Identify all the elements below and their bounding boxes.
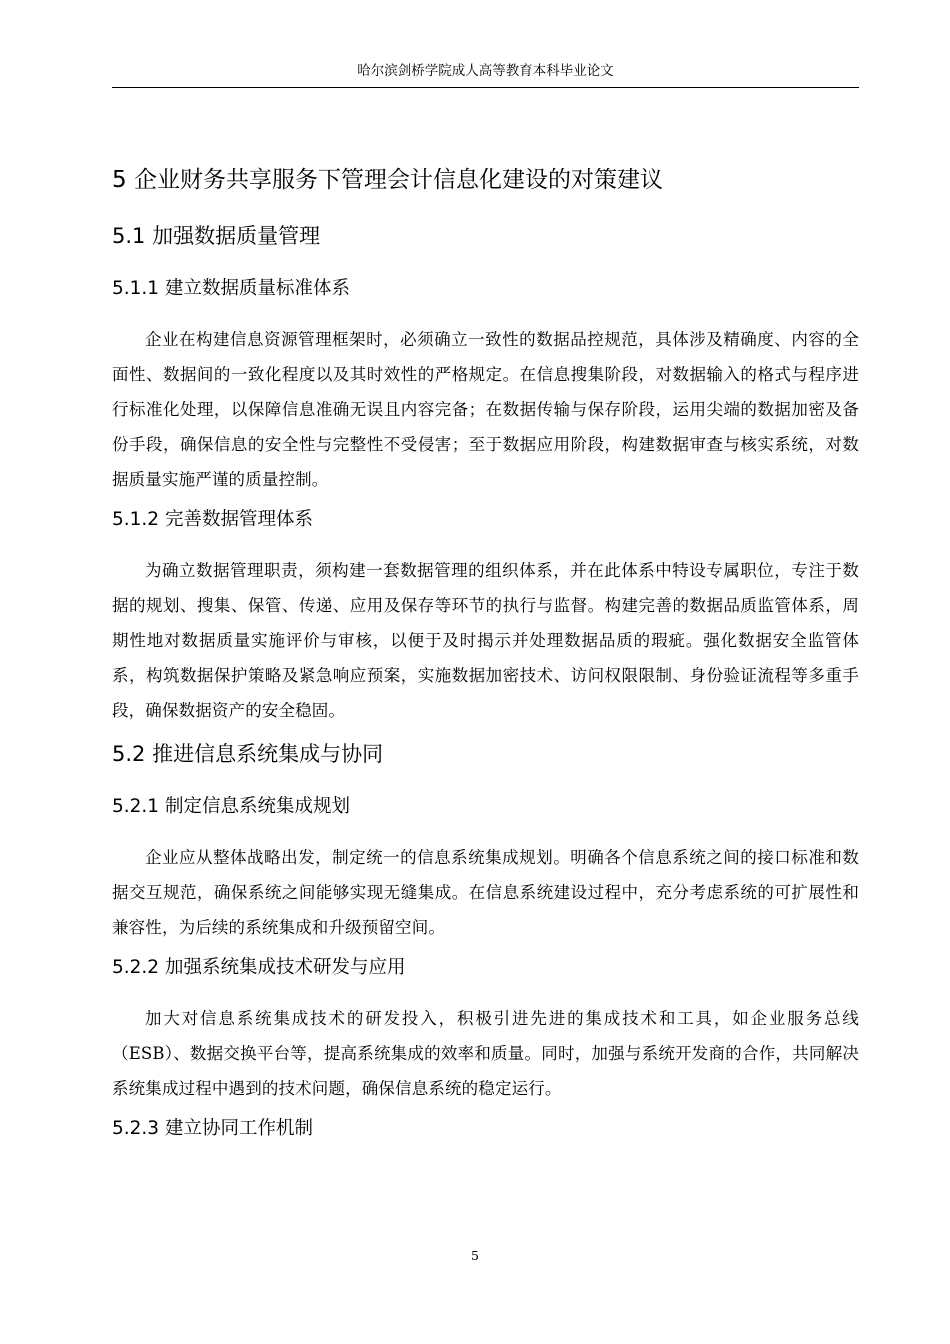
subsection-title-5-1-1: 5.1.1 建立数据质量标准体系 [112,278,350,299]
page-number: 5 [471,1248,479,1263]
paragraph-5-2-1: 企业应从整体战略出发，制定统一的信息系统集成规划。明确各个信息系统之间的接口标准和数据交互规范，确保系统之间能够实现无缝集成。在信息系统建设过程中，充分考虑系统的可扩展性和兼容性，为后续的系统集成和升级预留空间。 [112,848,859,937]
running-header: 哈尔滨剑桥学院成人高等教育本科毕业论文 [357,63,614,79]
document-body [112,160,859,1162]
chapter-title: 5 企业财务共享服务下管理会计信息化建设的对策建议 [112,167,663,193]
paragraph-5-1-1: 企业在构建信息资源管理框架时，必须确立一致性的数据品控规范，具体涉及精确度、内容的全面性、数据间的一致化程度以及其时效性的严格规定。在信息搜集阶段，对数据输入的格式与程序进行标准化处理，以保障信息准确无误且内容完备；在数据传输与保存阶段，运用尖端的数据加密及备份手段，确保信息的安全性与完整性不受侵害；至于数据应用阶段，构建数据审查与核实系统，对数据质量实施严谨的质量控制。 [112,330,859,489]
header-divider [112,87,859,88]
subsection-title-5-2-1: 5.2.1 制定信息系统集成规划 [112,796,350,817]
paragraph-5-2-2: 加大对信息系统集成技术的研发投入，积极引进先进的集成技术和工具，如企业服务总线（ESB）、数据交换平台等，提高系统集成的效率和质量。同时，加强与系统开发商的合作，共同解决系统集成过程中遇到的技术问题，确保信息系统的稳定运行。 [112,1009,859,1098]
subsection-title-5-1-2: 5.1.2 完善数据管理体系 [112,509,313,530]
subsection-title-5-2-2: 5.2.2 加强系统集成技术研发与应用 [112,957,406,978]
paragraph-5-1-2: 为确立数据管理职责，须构建一套数据管理的组织体系，并在此体系中特设专属职位，专注于数据的规划、搜集、保管、传递、应用及保存等环节的执行与监督。构建完善的数据品质监管体系，周期性地对数据质量实施评价与审核，以便于及时揭示并处理数据品质的瑕疵。强化数据安全监管体系，构筑数据保护策略及紧急响应预案，实施数据加密技术、访问权限限制、身份验证流程等多重手段，确保数据资产的安全稳固。 [112,561,859,720]
section-title-5-2: 5.2 推进信息系统集成与协同 [112,742,384,766]
section-title-5-1: 5.1 加强数据质量管理 [112,224,321,248]
subsection-title-5-2-3: 5.2.3 建立协同工作机制 [112,1118,313,1139]
